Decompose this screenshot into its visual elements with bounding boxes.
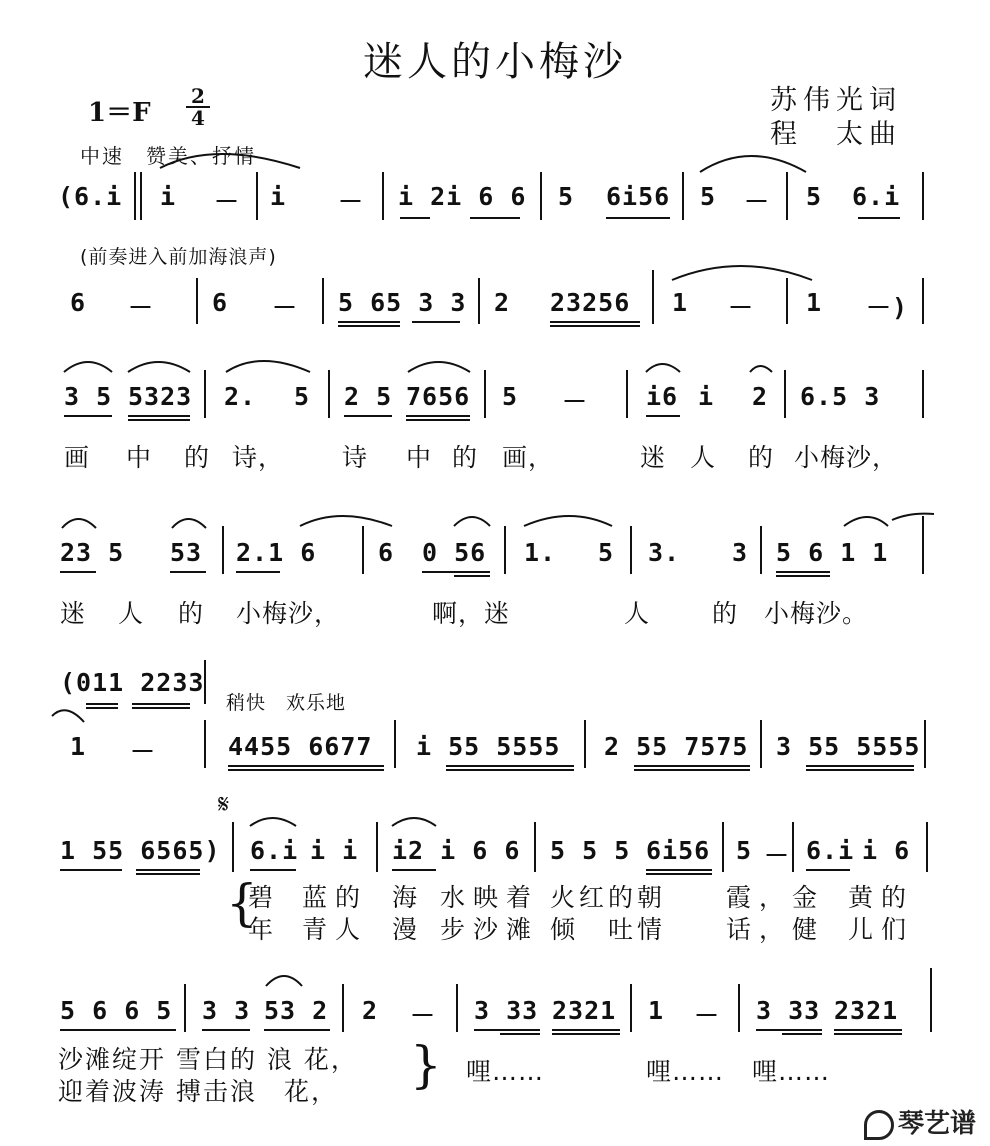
note-group: － bbox=[128, 293, 155, 322]
lyric: 倾 吐情 bbox=[550, 915, 667, 944]
lyric: 迷 bbox=[60, 599, 87, 628]
note-group: i 55 5555 bbox=[416, 732, 561, 761]
lyric: 哩…… bbox=[752, 1057, 831, 1086]
note-group: 3 5 bbox=[64, 382, 113, 411]
note-group: 23 5 bbox=[60, 538, 125, 567]
lyric: 儿们 bbox=[848, 915, 915, 944]
note-group: i 6 bbox=[862, 836, 911, 865]
note-group: 2321 bbox=[552, 996, 617, 1025]
note-group: i 2i 6 6 bbox=[398, 182, 527, 211]
tempo-marking-2: 稍快 欢乐地 bbox=[226, 692, 347, 714]
lyric: 的 bbox=[184, 443, 211, 472]
lyric: 霞，金 bbox=[726, 883, 826, 912]
note-group: 3 55 5555 bbox=[776, 732, 921, 761]
note-group: 53 bbox=[170, 538, 203, 567]
note-group: 3 33 bbox=[756, 996, 821, 1025]
note-group: － bbox=[214, 187, 241, 216]
lyric: 啊，迷 bbox=[432, 599, 511, 628]
lyric: 中 bbox=[406, 443, 433, 472]
lyric: 诗， bbox=[232, 443, 285, 472]
note-group: 5 65 3 3 bbox=[338, 288, 467, 317]
lyric: 的 bbox=[712, 599, 739, 628]
watermark-text: 琴艺谱 bbox=[897, 1109, 976, 1139]
note-group: 6.i bbox=[806, 836, 855, 865]
lyric: 的 bbox=[178, 599, 205, 628]
note-group: 6i56 bbox=[606, 182, 671, 211]
lyric: 黄的 bbox=[848, 883, 915, 912]
note-group: 2 5 bbox=[344, 382, 393, 411]
lyric: 小梅沙。 bbox=[764, 599, 869, 628]
lyric: 漫 bbox=[392, 915, 426, 944]
lyric: 小梅沙， bbox=[236, 599, 341, 628]
verse-brace: { bbox=[226, 874, 258, 932]
lyric: 人 bbox=[624, 599, 651, 628]
note-group: － bbox=[694, 1001, 721, 1030]
lyric: 人 bbox=[118, 599, 145, 628]
lyric: 碧 bbox=[248, 883, 282, 912]
note-group: (6.i bbox=[58, 182, 123, 211]
lyric: 人 bbox=[690, 443, 717, 472]
composer-credit: 程 太曲 bbox=[770, 119, 902, 150]
note-group: 1 bbox=[806, 288, 823, 317]
note-group: 5 6 1 1 bbox=[776, 538, 889, 567]
lyric: 哩…… bbox=[466, 1057, 545, 1086]
note-group: 5 bbox=[558, 182, 575, 211]
lyric: 迷 bbox=[640, 443, 667, 472]
lyric: 中 bbox=[126, 443, 153, 472]
note-group: － bbox=[272, 293, 299, 322]
note-group: 53 2 bbox=[264, 996, 329, 1025]
note-group: － bbox=[728, 293, 755, 322]
lyric: 海 bbox=[392, 883, 426, 912]
note-group: 6i56 bbox=[646, 836, 711, 865]
key-signature: 1＝F bbox=[88, 98, 151, 128]
note-group: 1 bbox=[648, 996, 665, 1025]
lyric: 蓝的 bbox=[302, 883, 369, 912]
lyric: 话，健 bbox=[726, 915, 826, 944]
note-group: 5 5 5 bbox=[550, 836, 631, 865]
note-group: 3 bbox=[732, 538, 749, 567]
note-group: 3 33 bbox=[474, 996, 539, 1025]
intro-note: (前奏进入前加海浪声) bbox=[80, 246, 277, 268]
lyric: 火红的朝 bbox=[550, 883, 667, 912]
lyric: 画 bbox=[64, 443, 91, 472]
page-title: 迷人的小梅沙 bbox=[363, 39, 627, 85]
lyric: 步沙滩 bbox=[440, 915, 540, 944]
note-group: 5 bbox=[598, 538, 615, 567]
note-group: 1. bbox=[524, 538, 557, 567]
note-group: 5 bbox=[736, 836, 753, 865]
note-group: 1 55 6565) bbox=[60, 836, 221, 865]
note-group: 0 56 bbox=[422, 538, 487, 567]
note-group: 5 bbox=[806, 182, 823, 211]
note-group: － bbox=[130, 737, 157, 766]
note-group: 6.i bbox=[250, 836, 299, 865]
verse2-lyric: 迎着波涛 搏击浪 花， bbox=[58, 1077, 338, 1106]
note-group: － bbox=[764, 841, 791, 870]
note-group: － bbox=[410, 1001, 437, 1030]
note-group: i bbox=[698, 382, 715, 411]
tempo-marking: 中速 赞美、抒情 bbox=[80, 144, 256, 168]
verse-brace: } bbox=[410, 1036, 442, 1094]
lyric: 的 bbox=[748, 443, 775, 472]
lyric: 青人 bbox=[302, 915, 369, 944]
note-group: 1 bbox=[70, 732, 87, 761]
lyric: 画， bbox=[502, 443, 555, 472]
note-group: 4455 6677 bbox=[228, 732, 373, 761]
note-group: 1 bbox=[672, 288, 689, 317]
watermark-logo bbox=[864, 1103, 976, 1140]
note-group: 2. bbox=[224, 382, 257, 411]
bracketed-notes: (011 2233 bbox=[60, 668, 205, 697]
time-denominator: 4 bbox=[186, 106, 210, 128]
note-group: 5 bbox=[502, 382, 519, 411]
note-group: －) bbox=[866, 293, 909, 322]
lyric: 诗 bbox=[342, 443, 369, 472]
note-group: 2321 bbox=[834, 996, 899, 1025]
note-group: 23256 bbox=[550, 288, 631, 317]
note-group: 6 bbox=[378, 538, 395, 567]
note-group: 2 bbox=[362, 996, 379, 1025]
lyricist-credit: 苏伟光词 bbox=[770, 85, 902, 116]
lyric: 小梅沙， bbox=[794, 443, 899, 472]
note-group: 5 6 6 5 bbox=[60, 996, 173, 1025]
note-group: i i bbox=[310, 836, 359, 865]
note-group: 2.1 6 bbox=[236, 538, 317, 567]
segno-sign: 𝄋 bbox=[218, 790, 230, 820]
note-group: 6 bbox=[70, 288, 87, 317]
lyric: 的 bbox=[452, 443, 479, 472]
note-group: － bbox=[744, 187, 771, 216]
verse1-lyric: 沙滩绽开 雪白的 浪 花， bbox=[58, 1045, 358, 1074]
note-group: i bbox=[160, 182, 177, 211]
note-group: 6.i bbox=[852, 182, 901, 211]
logo-icon bbox=[864, 1110, 894, 1140]
note-group: 2 bbox=[752, 382, 769, 411]
note-group: i bbox=[270, 182, 287, 211]
note-group: 2 55 7575 bbox=[604, 732, 749, 761]
note-group: － bbox=[562, 387, 589, 416]
time-numerator: 2 bbox=[191, 84, 205, 108]
note-group: 5323 bbox=[128, 382, 193, 411]
note-group: i2 i 6 6 bbox=[392, 836, 521, 865]
note-group: 5 bbox=[700, 182, 717, 211]
note-group: 2 bbox=[494, 288, 511, 317]
lyric: 哩…… bbox=[646, 1057, 725, 1086]
note-group: 6.5 3 bbox=[800, 382, 881, 411]
note-group: 6 bbox=[212, 288, 229, 317]
lyric: 水映着 bbox=[440, 883, 540, 912]
note-group: － bbox=[338, 187, 365, 216]
note-group: 3 3 bbox=[202, 996, 251, 1025]
note-group: 7656 bbox=[406, 382, 471, 411]
note-group: 5 bbox=[294, 382, 311, 411]
lyric: 年 bbox=[248, 915, 282, 944]
note-group: 3. bbox=[648, 538, 681, 567]
note-group: i6 bbox=[646, 382, 679, 411]
